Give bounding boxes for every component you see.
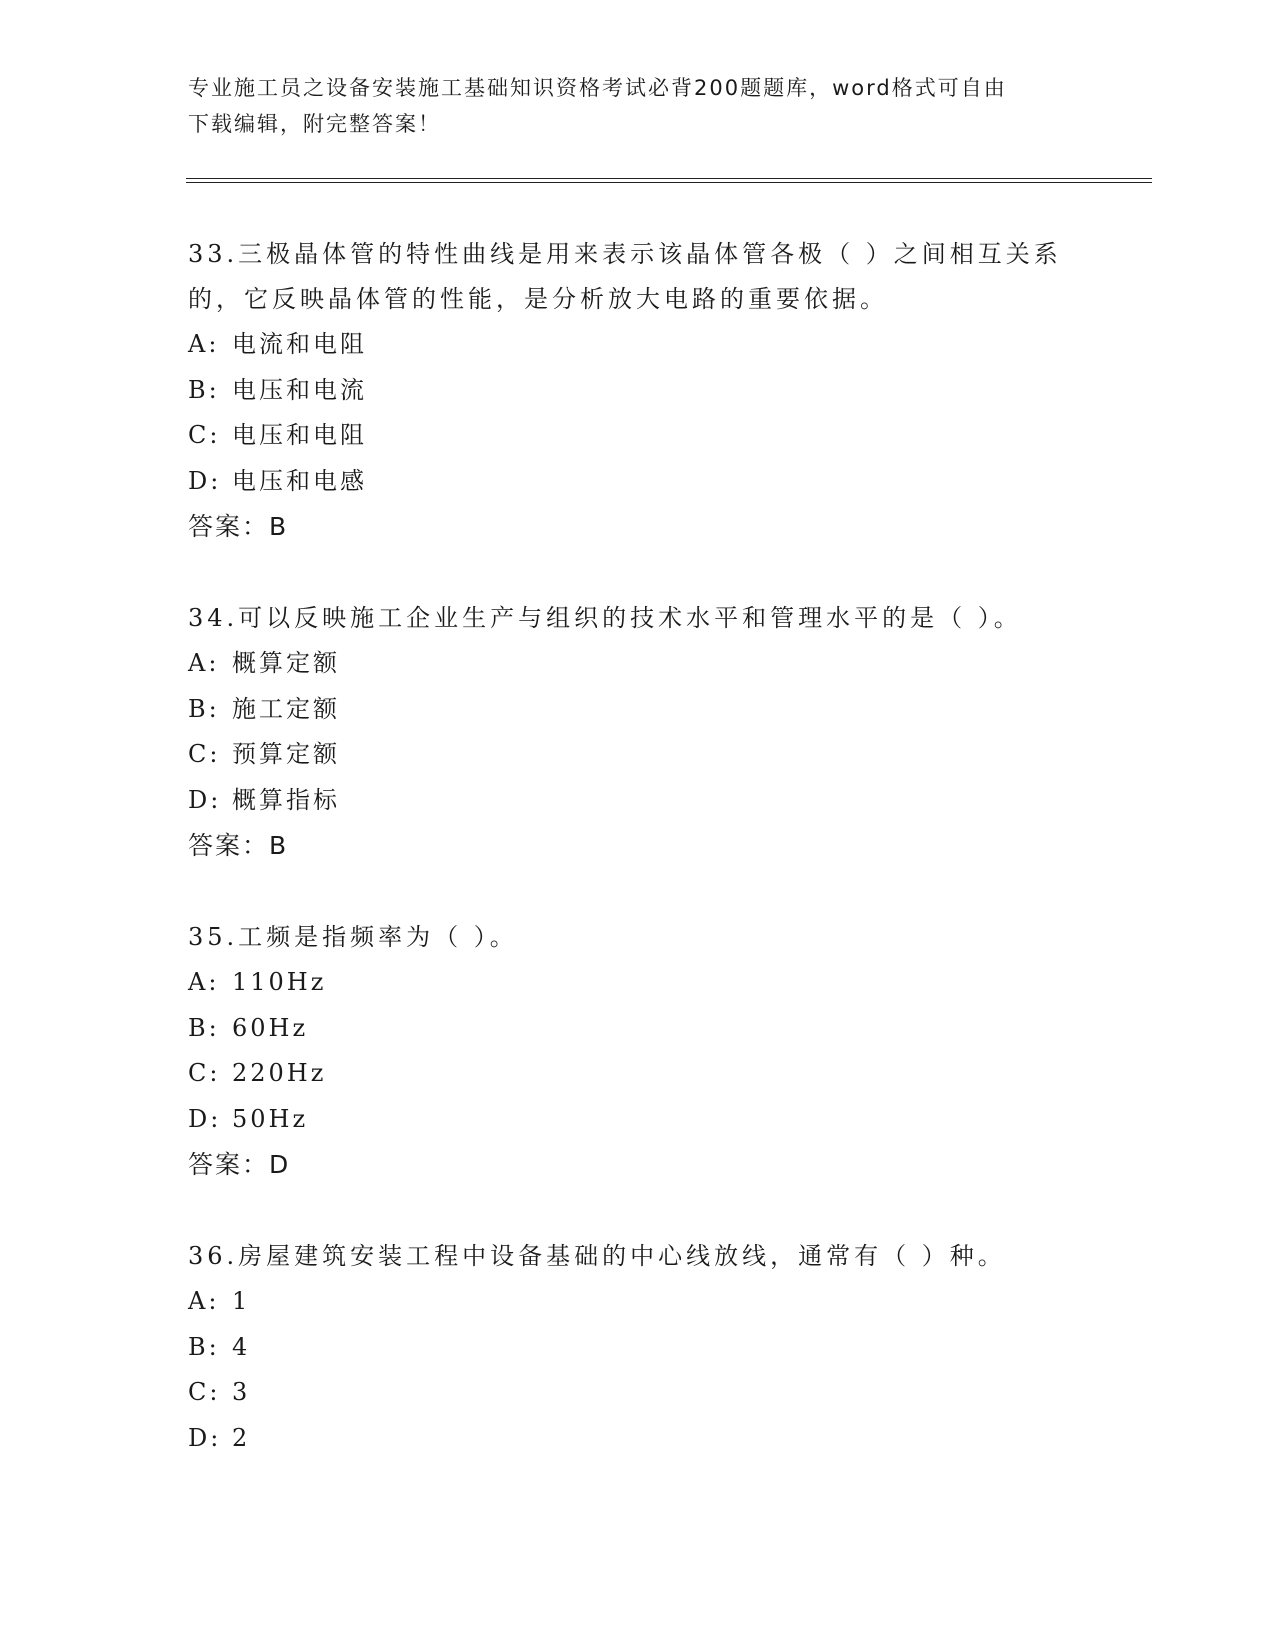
option-text: 概算定额 <box>232 649 340 677</box>
option-d <box>188 1416 1108 1462</box>
option-text: 电压和电阻 <box>232 421 367 449</box>
answer-line: 答案：B <box>188 512 289 541</box>
question-text: 35.工频是指频率为（ ）。 <box>188 923 518 951</box>
option-text: 1 <box>232 1287 251 1315</box>
option-b <box>188 368 1108 414</box>
header-divider <box>186 178 1152 183</box>
question-text: 36.房屋建筑安装工程中设备基础的中心线放线，通常有（ ）种。 <box>188 1242 1006 1270</box>
option-d <box>188 1097 1108 1143</box>
option-text: 3 <box>232 1378 251 1406</box>
option-letter: C: <box>188 1059 221 1087</box>
option-letter: D: <box>188 1104 222 1133</box>
option-text: 60Hz <box>232 1013 309 1042</box>
header-line-1: 专业施工员之设备安装施工基础知识资格考试必背200题题库，word格式可自由 <box>188 76 1007 100</box>
option-c <box>188 732 1108 778</box>
option-a <box>188 322 1108 368</box>
question-33 <box>188 232 1108 549</box>
option-letter: B: <box>188 375 220 404</box>
option-letter: D: <box>188 466 222 495</box>
option-b <box>188 1006 1108 1052</box>
option-letter: A: <box>188 649 220 677</box>
option-text: 电压和电流 <box>232 375 367 404</box>
answer-line: 答案：B <box>188 831 289 860</box>
option-text: 施工定额 <box>232 694 340 723</box>
option-a <box>188 1279 1108 1325</box>
option-letter: A: <box>188 1287 220 1315</box>
question-list <box>188 232 1108 1508</box>
option-text: 4 <box>232 1332 251 1361</box>
answer-line: 答案：D <box>188 1150 291 1179</box>
option-letter: B: <box>188 1013 220 1042</box>
question-34 <box>188 596 1108 868</box>
question-text: 33.三极晶体管的特性曲线是用来表示该晶体管各极（ ）之间相互关系的，它反映晶体管的性能，是分析放大电路的重要依据。 <box>188 240 1062 313</box>
option-letter: D: <box>188 785 222 814</box>
question-36 <box>188 1234 1108 1461</box>
option-b <box>188 1325 1108 1371</box>
option-text: 220Hz <box>232 1059 327 1087</box>
option-text: 概算指标 <box>232 785 340 814</box>
header-line-2: 下载编辑，附完整答案！ <box>188 112 441 136</box>
question-35 <box>188 915 1108 1187</box>
option-a <box>188 960 1108 1006</box>
option-d <box>188 778 1108 824</box>
option-b <box>188 687 1108 733</box>
option-a <box>188 641 1108 687</box>
option-letter: B: <box>188 1332 220 1361</box>
option-c <box>188 1370 1108 1416</box>
option-text: 2 <box>232 1423 251 1452</box>
option-text: 电压和电感 <box>232 466 367 495</box>
option-text: 110Hz <box>232 968 327 996</box>
option-c <box>188 1051 1108 1097</box>
option-text: 预算定额 <box>232 740 340 768</box>
option-c <box>188 413 1108 459</box>
option-letter: D: <box>188 1423 222 1452</box>
option-d <box>188 459 1108 505</box>
option-text: 电流和电阻 <box>232 330 367 358</box>
option-letter: A: <box>188 968 220 996</box>
option-letter: C: <box>188 740 221 768</box>
option-letter: C: <box>188 421 221 449</box>
option-letter: A: <box>188 330 220 358</box>
option-letter: C: <box>188 1378 221 1406</box>
question-text: 34.可以反映施工企业生产与组织的技术水平和管理水平的是（ ）。 <box>188 604 1022 632</box>
option-text: 50Hz <box>232 1104 309 1133</box>
option-letter: B: <box>188 694 220 723</box>
document-header <box>188 70 1088 142</box>
